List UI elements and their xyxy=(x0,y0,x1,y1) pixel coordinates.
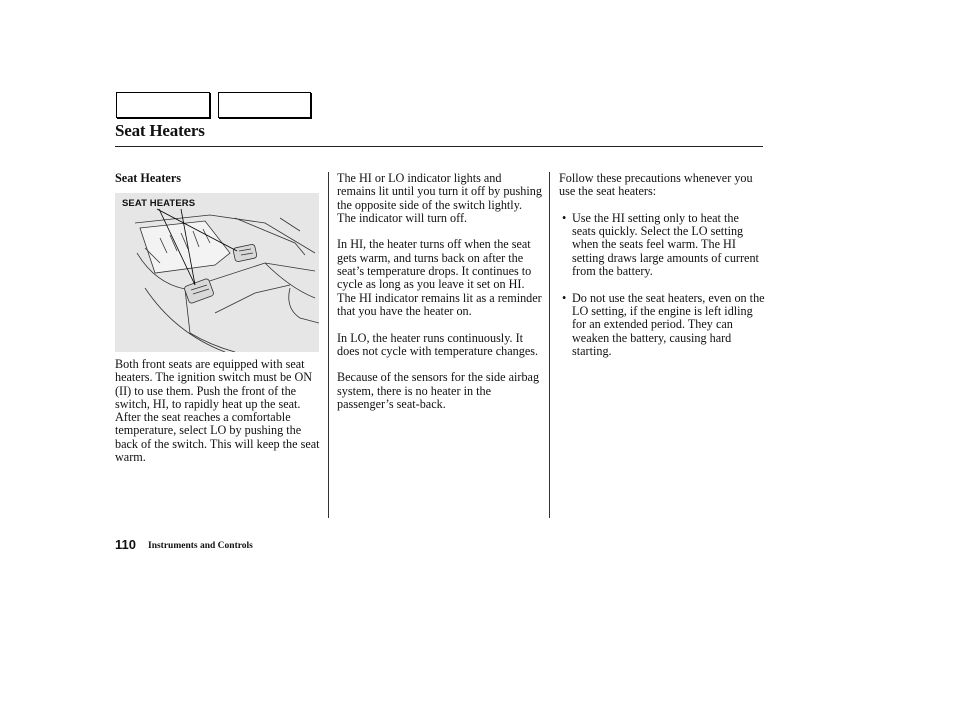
paragraph: Because of the sensors for the side airbag system, there is no heater in the passenger’s seat-back. xyxy=(337,370,540,412)
footer-section-title: Instruments and Controls xyxy=(148,541,253,551)
list-item xyxy=(559,292,765,358)
list-item-text: Do not use the seat heaters, even on the LO setting, if the engine is left idling for an extended period. They can weaken the battery, causing hard starting. xyxy=(572,290,765,358)
bullet-icon: • xyxy=(562,210,567,225)
list-item xyxy=(559,212,765,278)
bullet-icon: • xyxy=(562,290,567,305)
precautions-list xyxy=(559,212,765,358)
paragraph: In LO, the heater runs continuously. It does not cycle with temperature changes. xyxy=(337,330,539,358)
figure-label: SEAT HEATERS xyxy=(122,198,196,209)
column-1 xyxy=(115,172,321,185)
list-item-text: Use the HI setting only to heat the seats quickly. Select the LO setting when the seats feel warm. The HI setting draws large amounts of current from the battery. xyxy=(572,210,759,279)
nav-button-2[interactable] xyxy=(218,92,311,118)
seat-heater-illustration xyxy=(115,193,319,352)
page-number: 110 xyxy=(115,537,136,552)
section-heading: Seat Heaters xyxy=(115,171,181,185)
column-divider-1 xyxy=(328,172,329,518)
nav-button-1[interactable] xyxy=(116,92,210,118)
paragraph: The HI or LO indicator lights and remains lit until you turn it off by pushing the opposite side of the switch lightly. The indicator will turn off. xyxy=(337,171,542,225)
console-drawing xyxy=(115,193,319,352)
precautions-intro: Follow these precautions whenever you use the seat heaters: xyxy=(559,171,753,199)
column-2 xyxy=(337,172,543,425)
title-divider xyxy=(115,146,763,147)
column-1-body xyxy=(115,358,321,478)
paragraph: In HI, the heater turns off when the seat gets warm, and turns back on after the seat’s temperature drops. It continues to cycle as long as you leave it set on HI. The HI indicator remains lit as a reminder that you have the heater on. xyxy=(337,237,542,318)
paragraph: Both front seats are equipped with seat heaters. The ignition switch must be ON (II) to use them. Push the front of the switch, HI, to rapidly heat up the seat. After the seat reaches a comfortable temperature, select LO by pushing the back of the switch. This will keep the seat warm. xyxy=(115,357,320,465)
column-divider-2 xyxy=(549,172,550,518)
page-title: Seat Heaters xyxy=(115,121,205,140)
column-3 xyxy=(559,172,765,371)
